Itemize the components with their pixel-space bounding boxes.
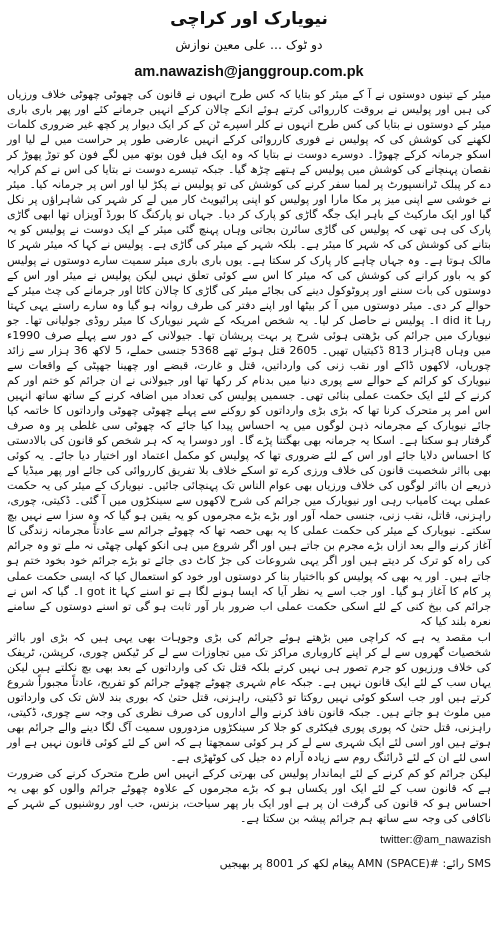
article-paragraph: اب مقصد یہ ہے کہ کراچی میں بڑھتے ہوئے جرائم کی بڑی وجوہات بھی یہی ہیں کہ بڑی اور بااثر شخصیات گھروں سے لے کر اپنے کاروباری مراکز تک میں تجاوزات سے لے کر ٹیکس چوری، کرپشن، ٹریفک کی خلاف ورزیوں کو جرم تصور ہی نہیں کرتے بلکہ قتل تک کی وارداتوں کے بعد بھی بچ نکلتے ہیں لیکن یہاں سب کے لئے ایک قانون نہیں ہے۔ جبکہ عام شہری چھوٹے چھوٹے جرائم کو تفریح، عادتاً مجبوراً شروع کرتے ہیں اور جب اسکو کوئی نہیں روکتا تو ڈکیتی، راہزنی، قتل حتیٰ کہ بوری بند لاش تک کی وارداتوں میں ملوث ہو جاتے ہیں۔ جبکہ قانون نافذ کرنے والے اداروں کی صرف نظری کی وجہ سے چوری، ڈکیتی، راہزنی، قتل حتیٰ کہ پوری پوری فیکٹری کو جلا کر سینکڑوں مزدوروں سمیت آگ لگا دینے والے جرائم بھی ہوتے ہیں اور اسی لئے ایک شہری سے لے کر ہر کوئی سمجھتا ہے کہ اس کے لئے کوئی قانون نہیں ہے اور اسی لئے ان کے لئے ڈرائنگ روم سے زیادہ آرام دہ جیل کی کوٹھڑی ہے۔	[7, 630, 491, 765]
article-paragraph: لیکن جرائم کو کم کرنے کے لئے ایماندار پولیس کی بھرتی کرکے انہیں اس طرح متحرک کرنے کی ضرورت ہے کہ قانون سب کے لئے ایک اور یکساں ہو کہ بڑے مجرموں کے علاوہ چھوٹے جرائم والوں کو بھی یہ احساس ہو کہ قانون کی گرفت ان پر ہے اور ایک بار پھر سیاحت، بزنس، حب اور روشنیوں کے شہر کے ناکافی کی وجہ سے ساتھ ہم جرائم پیشہ بن سکتا ہے۔	[7, 767, 491, 826]
article-paragraph: میئر کے تینوں دوستوں نے آ کے میئر کو بتایا کہ کس طرح انہوں نے قانون کی چھوٹی چھوٹی خلاف ورزیاں کی ہیں اور پولیس نے بروقت کارروائی کرتے ہوئے انکے چالان کرکے انہیں جرمانے کئے اور پھر باری باری میئر کے دوستوں نے بتایا کی کس طرح انہوں نے کلر اسپرے ٹن کے کر ایک دیوار پر کچھ غیر ضروری کلمات لکھنے کی کوشش کی کہ پولیس نے فوری کارروائی کرکے انہیں عارضی طور پر حراست میں لے لیا اور اسکو جرمانہ کرکے چھوڑا۔ دوسرے دوست نے بتایا کہ وہ ایک فیل فون بوتھ میں لگے فون کو توڑ پھوڑ کر نقصان پہنچانے کی کوشش میں پولیس کے ہتھے چڑھ گیا۔ جبکہ تیسرے دوست نے بتایا کی اس نے کم کرایہ دے کر پبلک ٹرانسپورٹ پر لمبا سفر کرنے کی کوشش کی تو پولیس نے پکڑ لیا اور اس پر جرمانہ کیا۔ میئر نے خوشی سے اپنی میز پر مکا مارا اور پولیس کو اپنی پرائیویٹ کار میں لے کر شہر کی شاہراؤں پر نکل گیا اور ایک مارکیٹ کے باہر ایک جگہ گاڑی کو پارک کر دیا۔ جہاں نو پارکنگ کا بورڈ آویزاں تھا ابھی گاڑی پارک کی ہی تھی کہ پولیس کی گاڑی سائرن بجاتی وہاں پہنچ گئی میئر کے ایک دوست نے پولیس کو یہ بتانے کی کوشش کی کہ شہر کا میئر ہے۔ بلکہ شہر کے میئر کی گاڑی ہے۔ پولیس نے کہا کہ میئر شہر کا مالک ہوتا ہے۔ وہ جہاں چاہے کار پارک کر سکتا ہے۔ یوں باری باری میئر سمیت سارے دوستوں نے پولیس کو یہ باور کرانے کی کوشش کی کہ میئر کا اس سے کوئی تعلق نہیں لیکن پولیس نے میئر اور اس کے دوستوں کی بات سننے اور پروٹوکول دینے کی بجائے میئر کی گاڑی کا چالان کاٹا اور جرمانے کی چٹ میئر کے حوالے کر دی۔ میئر دوستوں میں آ کر بیٹھا اور اپنے دفتر کی طرف روانہ ہو گیا وہ سارے راستے یہی کہتا رہا I did it۔ پولیس نے حاصل کر لیا۔ یہ شخص امریکہ کے شہر نیویارک کا میئر روڈی جولیانی تھا۔ جو نیویارک میں جرائم کی بڑھتی ہوئی شرح پر بہت پریشان تھا۔ جیولانی کے دور سے پہلے صرف 1990ء میں وہاں 8ہزار 813 ڈکیتیاں تھیں۔ 2605 قتل ہوئے تھے 5368 جنسی حملے، 5 لاکھ 36 ہزار سے زائد چوریاں، لاکھوں ڈاکے اور نقب زنی کی وارداتیں، قتل و غارت، قبضے اور چھینا جھپٹی کے واقعات سے نیویارک کو کرائم کے حوالے سے پوری دنیا میں بدنام کر رکھا تھا اور جیولانی نے ان جرائم کو ختم اور کم کرنے کے لئے ایک حکمت عملی بنائی تھی۔ جسمیں پولیس کی تعداد میں اضافہ کرنے کے ساتھ ساتھ انہیں اس امر پر متحرک کرنا تھا کہ بڑی بڑی وارداتوں کو روکنے سے پہلے چھوٹی چھوٹی وارداتوں کا خاتمہ کیا جائے نیویارک کے مجرمانہ ذہن لوگوں میں یہ احساس پیدا کیا جائے کہ چھوٹی سی غلطی پر وہ صرف گرفتار ہو سکتا ہے۔ اسکا یہ جرمانہ بھی بھگتنا پڑے گا۔ اور دوسرا یہ کہ ہر شخص کو قانون کی بالادستی کا احساس دلایا جائے اور اس کے لئے ضروری تھا کہ پولیس کو مکمل اعتماد اور اختیار دیا جائے۔ یہ کوئی بھی بااثر شخصیت قانون کی خلاف ورزی کرے تو اسکے خلاف بلا تفریق کارروائی کی جائے اور پھر میڈیا کے ذریعے ان بااثر لوگوں کی خلاف ورزیاں بھی عوام الناس تک پہنچائی جائیں۔ نیویارک کے میئر کی یہ حکمت عملی بہت کامیاب رہی اور نیویارک میں جرائم کی شرح لاکھوں سے سینکڑوں میں آ گئی۔ ڈکیتی، چوری، راہزنی، قاتل، نقب زنی، جنسی حملہ آور اور بڑے بڑے مجرموں کو یہ یقین ہو گیا کہ وہ سزا سے نہیں بچ سکتے۔ نیویارک کے میئر کی حکمت عملی کا یہ بھی حصہ تھا کہ چھوٹے جرائم سے عادتاً مجرمانہ زندگی کا آغاز کرنے والے بعد ازاں بڑے مجرم بن جاتے ہیں اور اگر شروع میں ہی انکو کھلی چھٹی نہ ملے تو وہ جرائم کی راہ کو ترک کر دیتے ہیں اور اگر یہی شروعات کی جڑ کاٹ دی جائے تو بڑے جرائم خود بخود ختم ہو جاتے ہیں۔ اور یہ بھی کہ پولیس کو بااختیار بنا کر دوستوں اور خود کو استعمال کیا کہ ایسی حکمت عملی پر کام کا آغاز ہو گیا۔ اور جب اسے یہ نظر آیا کہ ایسا ہونے لگا ہے تو اسنے کہا I got it۔ گیا کہ اس نے جرائم کی بیخ کنی کے لئے اسکی حکمت عملی اب ضرور بار آور ثابت ہو گی تو اسنے دوستوں کے سامنے نعرہ بلند کیا کہ	[7, 88, 491, 628]
sms-feedback-note: SMS رائے: #AMN (SPACE) پیغام لکھ کر 8001 پر بھیجیں	[219, 857, 491, 871]
article-body	[7, 87, 491, 826]
article-byline: دو ٹوک ... علی معین نوازش	[175, 37, 323, 52]
article-title: نیویارک اور کراچی	[170, 9, 328, 29]
author-twitter[interactable]: twitter:@am_nawazish	[380, 834, 491, 847]
author-email[interactable]: am.nawazish@janggroup.com.pk	[134, 64, 364, 80]
